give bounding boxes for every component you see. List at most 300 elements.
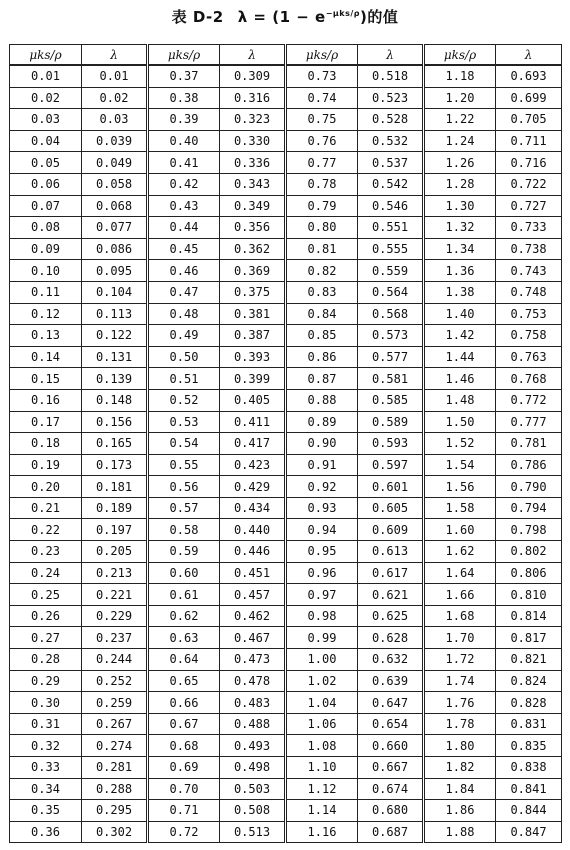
mu-cell: 0.11 [10,281,82,303]
mu-cell: 1.76 [424,692,496,714]
mu-cell: 1.84 [424,778,496,800]
mu-cell: 1.56 [424,476,496,498]
mu-cell: 0.69 [148,757,220,779]
column-header-mu: μks/ρ [10,45,82,66]
mu-cell: 0.52 [148,389,220,411]
mu-cell: 1.16 [286,821,358,843]
lambda-cell: 0.585 [358,389,424,411]
mu-cell: 1.28 [424,173,496,195]
lambda-cell: 0.831 [496,713,562,735]
lambda-cell: 0.274 [82,735,148,757]
lambda-cell: 0.244 [82,649,148,671]
lambda-cell: 0.493 [220,735,286,757]
lambda-cell: 0.483 [220,692,286,714]
mu-cell: 0.41 [148,152,220,174]
mu-cell: 0.28 [10,649,82,671]
mu-cell: 0.82 [286,260,358,282]
lambda-cell: 0.148 [82,389,148,411]
lambda-cell: 0.451 [220,562,286,584]
mu-cell: 1.46 [424,368,496,390]
lambda-cell: 0.252 [82,670,148,692]
column-header-lambda: λ [496,45,562,66]
lambda-cell: 0.802 [496,541,562,563]
lambda-cell: 0.654 [358,713,424,735]
lambda-cell: 0.738 [496,238,562,260]
mu-cell: 1.38 [424,281,496,303]
lambda-cell: 0.835 [496,735,562,757]
table-row [10,65,562,87]
lambda-cell: 0.817 [496,627,562,649]
lambda-cell: 0.790 [496,476,562,498]
table-row [10,238,562,260]
mu-cell: 1.24 [424,130,496,152]
lambda-cell: 0.568 [358,303,424,325]
mu-cell: 1.04 [286,692,358,714]
mu-cell: 0.25 [10,584,82,606]
mu-cell: 0.10 [10,260,82,282]
formula-text: λ = (1 − e [237,8,326,26]
mu-cell: 0.44 [148,217,220,239]
lambda-cell: 0.628 [358,627,424,649]
column-header-mu: μks/ρ [286,45,358,66]
mu-cell: 1.02 [286,670,358,692]
mu-cell: 1.14 [286,800,358,822]
lambda-cell: 0.806 [496,562,562,584]
mu-cell: 0.84 [286,303,358,325]
lambda-cell: 0.621 [358,584,424,606]
lambda-cell: 0.810 [496,584,562,606]
lambda-cell: 0.457 [220,584,286,606]
lambda-cell: 0.786 [496,454,562,476]
table-row [10,260,562,282]
column-header-lambda: λ [220,45,286,66]
mu-cell: 1.72 [424,649,496,671]
mu-cell: 1.42 [424,325,496,347]
lambda-cell: 0.847 [496,821,562,843]
table-row [10,519,562,541]
column-header-lambda: λ [358,45,424,66]
lambda-cell: 0.205 [82,541,148,563]
lambda-cell: 0.613 [358,541,424,563]
mu-cell: 0.74 [286,87,358,109]
table-row [10,713,562,735]
mu-cell: 0.73 [286,65,358,87]
lambda-cell: 0.349 [220,195,286,217]
mu-cell: 0.89 [286,411,358,433]
table-label: 表 D-2 [171,8,224,26]
mu-cell: 0.88 [286,389,358,411]
mu-cell: 0.68 [148,735,220,757]
lambda-cell: 0.716 [496,152,562,174]
mu-cell: 0.61 [148,584,220,606]
mu-cell: 0.93 [286,497,358,519]
mu-cell: 0.17 [10,411,82,433]
lambda-cell: 0.763 [496,346,562,368]
mu-cell: 0.66 [148,692,220,714]
mu-cell: 0.22 [10,519,82,541]
lambda-cell: 0.197 [82,519,148,541]
lambda-cell: 0.095 [82,260,148,282]
table-row [10,368,562,390]
table-row [10,605,562,627]
mu-cell: 1.50 [424,411,496,433]
lambda-cell: 0.288 [82,778,148,800]
lambda-cell: 0.609 [358,519,424,541]
mu-cell: 1.40 [424,303,496,325]
lambda-cell: 0.267 [82,713,148,735]
table-row [10,800,562,822]
lambda-cell: 0.488 [220,713,286,735]
lambda-cell: 0.473 [220,649,286,671]
lambda-cell: 0.705 [496,109,562,131]
mu-cell: 0.65 [148,670,220,692]
lambda-cell: 0.532 [358,130,424,152]
mu-cell: 1.10 [286,757,358,779]
lambda-cell: 0.523 [358,87,424,109]
lambda-cell: 0.01 [82,65,148,87]
mu-cell: 0.24 [10,562,82,584]
lambda-cell: 0.03 [82,109,148,131]
table-row [10,627,562,649]
lambda-cell: 0.077 [82,217,148,239]
mu-cell: 0.56 [148,476,220,498]
lambda-cell: 0.462 [220,605,286,627]
mu-cell: 0.70 [148,778,220,800]
mu-cell: 0.39 [148,109,220,131]
mu-cell: 0.57 [148,497,220,519]
lambda-cell: 0.156 [82,411,148,433]
mu-cell: 0.45 [148,238,220,260]
lambda-cell: 0.113 [82,303,148,325]
lambda-cell: 0.647 [358,692,424,714]
lambda-cell: 0.727 [496,195,562,217]
mu-cell: 1.30 [424,195,496,217]
table-row [10,325,562,347]
mu-cell: 0.01 [10,65,82,87]
lambda-cell: 0.213 [82,562,148,584]
table-row [10,346,562,368]
mu-cell: 0.76 [286,130,358,152]
table-row [10,757,562,779]
mu-cell: 0.12 [10,303,82,325]
lambda-cell: 0.02 [82,87,148,109]
lambda-cell: 0.467 [220,627,286,649]
lambda-cell: 0.537 [358,152,424,174]
lambda-cell: 0.593 [358,433,424,455]
lambda-cell: 0.693 [496,65,562,87]
lambda-cell: 0.336 [220,152,286,174]
lambda-cell: 0.237 [82,627,148,649]
mu-cell: 1.12 [286,778,358,800]
lambda-cell: 0.181 [82,476,148,498]
lambda-cell: 0.821 [496,649,562,671]
table-row [10,195,562,217]
table-row [10,87,562,109]
formula-exponent: −μks/ρ [325,9,361,18]
lambda-cell: 0.597 [358,454,424,476]
mu-cell: 0.71 [148,800,220,822]
mu-cell: 1.06 [286,713,358,735]
mu-cell: 1.44 [424,346,496,368]
mu-cell: 0.03 [10,109,82,131]
mu-cell: 0.47 [148,281,220,303]
mu-cell: 0.83 [286,281,358,303]
mu-cell: 0.64 [148,649,220,671]
mu-cell: 0.50 [148,346,220,368]
lambda-cell: 0.564 [358,281,424,303]
mu-cell: 0.29 [10,670,82,692]
table-row [10,670,562,692]
mu-cell: 0.38 [148,87,220,109]
lambda-cell: 0.667 [358,757,424,779]
mu-cell: 0.80 [286,217,358,239]
lambda-cell: 0.498 [220,757,286,779]
lambda-cell: 0.381 [220,303,286,325]
lambda-cell: 0.259 [82,692,148,714]
lambda-cell: 0.221 [82,584,148,606]
mu-cell: 0.49 [148,325,220,347]
lambda-cell: 0.581 [358,368,424,390]
mu-cell: 1.60 [424,519,496,541]
table-row [10,433,562,455]
lambda-cell: 0.589 [358,411,424,433]
mu-cell: 0.58 [148,519,220,541]
mu-cell: 0.20 [10,476,82,498]
lambda-cell: 0.605 [358,497,424,519]
mu-cell: 1.80 [424,735,496,757]
lambda-cell: 0.434 [220,497,286,519]
lambda-cell: 0.573 [358,325,424,347]
mu-cell: 0.18 [10,433,82,455]
lambda-cell: 0.330 [220,130,286,152]
lambda-cell: 0.387 [220,325,286,347]
lambda-cell: 0.546 [358,195,424,217]
mu-cell: 0.54 [148,433,220,455]
lambda-cell: 0.189 [82,497,148,519]
lambda-cell: 0.680 [358,800,424,822]
mu-cell: 0.04 [10,130,82,152]
table-row [10,303,562,325]
lambda-cell: 0.844 [496,800,562,822]
mu-cell: 1.70 [424,627,496,649]
mu-cell: 1.52 [424,433,496,455]
lambda-cell: 0.399 [220,368,286,390]
table-row [10,821,562,843]
table-row [10,411,562,433]
lambda-cell: 0.393 [220,346,286,368]
mu-cell: 0.42 [148,173,220,195]
table-body [10,65,562,843]
table-caption [0,6,570,27]
lambda-cell: 0.601 [358,476,424,498]
formula-suffix: )的值 [360,8,399,26]
lambda-cell: 0.674 [358,778,424,800]
lambda-cell: 0.229 [82,605,148,627]
mu-cell: 1.66 [424,584,496,606]
lambda-cell: 0.316 [220,87,286,109]
mu-cell: 0.67 [148,713,220,735]
lambda-cell: 0.323 [220,109,286,131]
table-row [10,562,562,584]
mu-cell: 0.31 [10,713,82,735]
table-row [10,584,562,606]
mu-cell: 0.19 [10,454,82,476]
mu-cell: 0.37 [148,65,220,87]
lambda-cell: 0.660 [358,735,424,757]
mu-cell: 1.08 [286,735,358,757]
mu-cell: 0.07 [10,195,82,217]
mu-cell: 0.51 [148,368,220,390]
lambda-cell: 0.781 [496,433,562,455]
mu-cell: 1.86 [424,800,496,822]
mu-cell: 1.64 [424,562,496,584]
lambda-cell: 0.309 [220,65,286,87]
lambda-cell: 0.814 [496,605,562,627]
table-row [10,389,562,411]
mu-cell: 0.79 [286,195,358,217]
mu-cell: 1.62 [424,541,496,563]
mu-cell: 1.32 [424,217,496,239]
lambda-cell: 0.711 [496,130,562,152]
lambda-cell: 0.356 [220,217,286,239]
lambda-cell: 0.542 [358,173,424,195]
mu-cell: 1.20 [424,87,496,109]
mu-cell: 0.46 [148,260,220,282]
mu-cell: 0.81 [286,238,358,260]
mu-cell: 0.02 [10,87,82,109]
lambda-cell: 0.699 [496,87,562,109]
lambda-cell: 0.841 [496,778,562,800]
mu-cell: 0.60 [148,562,220,584]
mu-cell: 0.94 [286,519,358,541]
mu-cell: 0.43 [148,195,220,217]
lambda-cell: 0.131 [82,346,148,368]
mu-cell: 0.33 [10,757,82,779]
mu-cell: 0.27 [10,627,82,649]
table-row [10,778,562,800]
lambda-cell: 0.343 [220,173,286,195]
mu-cell: 0.48 [148,303,220,325]
mu-cell: 1.68 [424,605,496,627]
lambda-cell: 0.478 [220,670,286,692]
mu-cell: 0.13 [10,325,82,347]
lambda-cell: 0.838 [496,757,562,779]
lambda-cell: 0.440 [220,519,286,541]
mu-cell: 0.30 [10,692,82,714]
mu-cell: 1.36 [424,260,496,282]
mu-cell: 1.74 [424,670,496,692]
mu-cell: 0.86 [286,346,358,368]
mu-cell: 0.62 [148,605,220,627]
lambda-cell: 0.625 [358,605,424,627]
lambda-cell: 0.513 [220,821,286,843]
mu-cell: 1.82 [424,757,496,779]
lambda-cell: 0.772 [496,389,562,411]
lambda-cell: 0.555 [358,238,424,260]
lambda-cell: 0.824 [496,670,562,692]
lambda-cell: 0.639 [358,670,424,692]
lambda-cell: 0.104 [82,281,148,303]
mu-cell: 1.78 [424,713,496,735]
lambda-cell: 0.518 [358,65,424,87]
mu-cell: 0.91 [286,454,358,476]
mu-cell: 1.22 [424,109,496,131]
lambda-cell: 0.086 [82,238,148,260]
lambda-cell: 0.777 [496,411,562,433]
lambda-cell: 0.417 [220,433,286,455]
mu-cell: 0.14 [10,346,82,368]
lambda-cell: 0.122 [82,325,148,347]
lambda-cell: 0.068 [82,195,148,217]
lambda-cell: 0.743 [496,260,562,282]
table-row [10,130,562,152]
mu-cell: 1.54 [424,454,496,476]
mu-cell: 0.87 [286,368,358,390]
table-row [10,692,562,714]
lambda-cell: 0.722 [496,173,562,195]
header-row [10,45,562,66]
lambda-cell: 0.828 [496,692,562,714]
table-row [10,173,562,195]
lambda-cell: 0.281 [82,757,148,779]
mu-cell: 1.48 [424,389,496,411]
mu-cell: 1.18 [424,65,496,87]
lambda-cell: 0.748 [496,281,562,303]
lambda-cell: 0.369 [220,260,286,282]
table-row [10,281,562,303]
table-row [10,735,562,757]
mu-cell: 0.96 [286,562,358,584]
lambda-cell: 0.617 [358,562,424,584]
mu-cell: 0.34 [10,778,82,800]
lambda-cell: 0.173 [82,454,148,476]
lambda-cell: 0.794 [496,497,562,519]
lambda-cell: 0.758 [496,325,562,347]
table-row [10,541,562,563]
mu-cell: 0.40 [148,130,220,152]
lambda-cell: 0.798 [496,519,562,541]
mu-cell: 0.59 [148,541,220,563]
lambda-cell: 0.058 [82,173,148,195]
mu-cell: 0.21 [10,497,82,519]
mu-cell: 0.06 [10,173,82,195]
column-header-lambda: λ [82,45,148,66]
mu-cell: 0.97 [286,584,358,606]
lambda-cell: 0.362 [220,238,286,260]
mu-cell: 0.15 [10,368,82,390]
column-header-mu: μks/ρ [424,45,496,66]
mu-cell: 1.26 [424,152,496,174]
lambda-cell: 0.165 [82,433,148,455]
table-row [10,476,562,498]
lambda-cell: 0.375 [220,281,286,303]
lambda-cell: 0.429 [220,476,286,498]
lambda-cell: 0.687 [358,821,424,843]
mu-cell: 1.88 [424,821,496,843]
lambda-cell: 0.559 [358,260,424,282]
lambda-cell: 0.423 [220,454,286,476]
mu-cell: 0.99 [286,627,358,649]
lambda-value-table [9,44,562,843]
mu-cell: 0.16 [10,389,82,411]
lambda-cell: 0.733 [496,217,562,239]
table-row [10,152,562,174]
mu-cell: 0.08 [10,217,82,239]
mu-cell: 0.77 [286,152,358,174]
mu-cell: 0.85 [286,325,358,347]
lambda-cell: 0.508 [220,800,286,822]
mu-cell: 0.75 [286,109,358,131]
